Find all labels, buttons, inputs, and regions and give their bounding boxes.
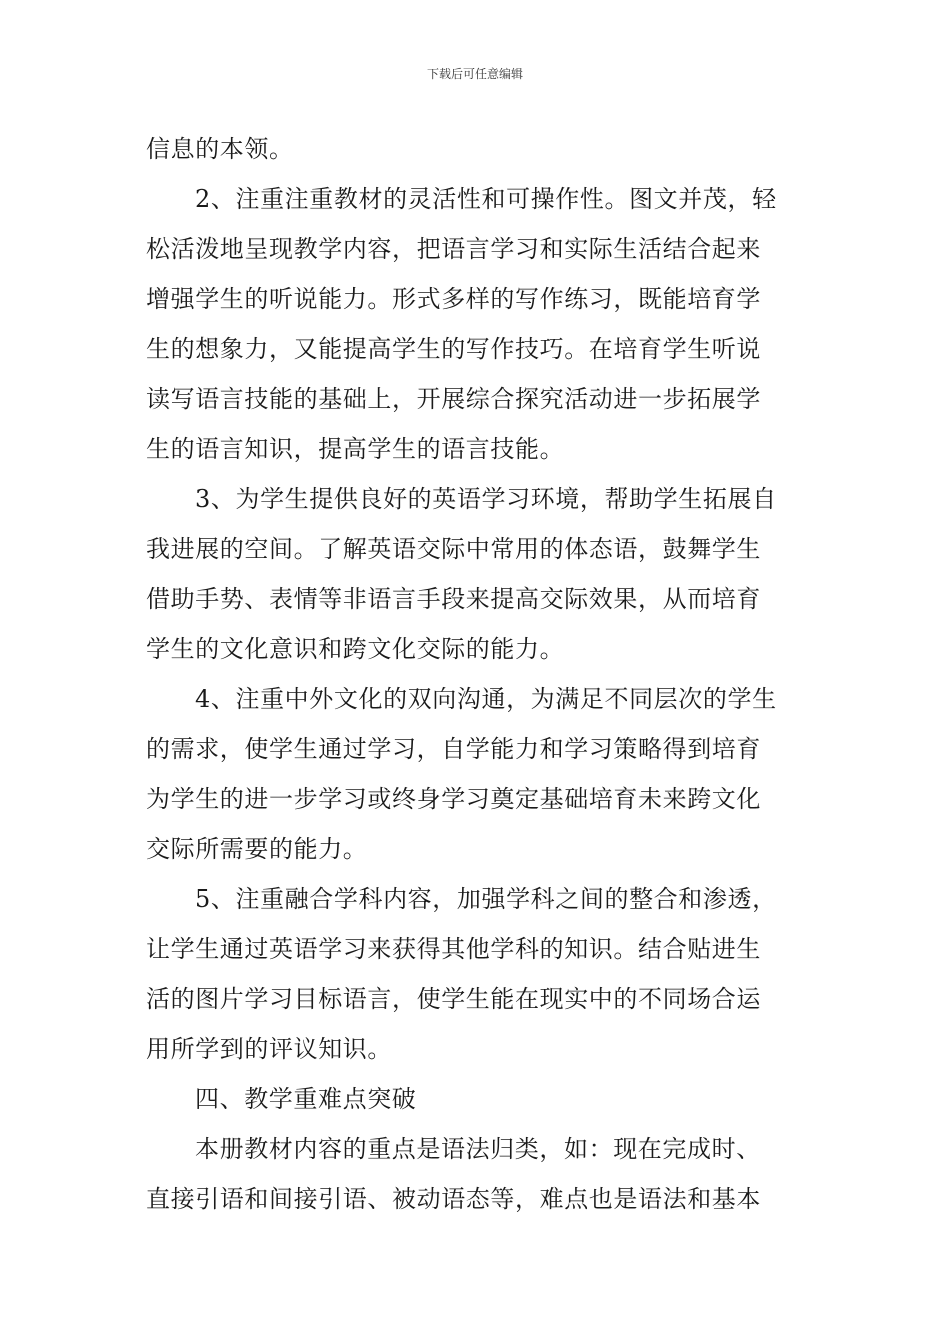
text-line: 4、注重中外文化的双向沟通，为满足不同层次的学生 xyxy=(195,685,777,713)
text-line: 生的想象力，又能提高学生的写作技巧。在培育学生听说 xyxy=(146,335,761,363)
text-line: 直接引语和间接引语、被动语态等，难点也是语法和基本 xyxy=(146,1185,761,1213)
text-line: 的需求，使学生通过学习，自学能力和学习策略得到培育 xyxy=(146,735,761,763)
page-header: 下载后可任意编辑 xyxy=(426,67,523,81)
text-line: 借助手势、表情等非语言手段来提高交际效果，从而培育 xyxy=(146,585,761,613)
text-line: 交际所需要的能力。 xyxy=(146,835,368,863)
text-line: 增强学生的听说能力。形式多样的写作练习，既能培育学 xyxy=(146,285,761,313)
text-line: 本册教材内容的重点是语法归类，如：现在完成时、 xyxy=(195,1135,761,1163)
text-line: 信息的本领。 xyxy=(146,135,294,163)
text-line: 用所学到的评议知识。 xyxy=(146,1035,392,1063)
text-line: 生的语言知识，提高学生的语言技能。 xyxy=(146,435,565,463)
text-line: 我进展的空间。了解英语交际中常用的体态语，鼓舞学生 xyxy=(146,535,761,563)
text-line: 活的图片学习目标语言，使学生能在现实中的不同场合运 xyxy=(146,985,761,1013)
text-line: 学生的文化意识和跨文化交际的能力。 xyxy=(146,635,565,663)
text-line: 2、注重注重教材的灵活性和可操作性。图文并茂，轻 xyxy=(195,185,777,213)
text-line: 5、注重融合学科内容，加强学科之间的整合和渗透， xyxy=(195,885,777,913)
document-body xyxy=(146,124,808,1224)
text-line: 3、为学生提供良好的英语学习环境，帮助学生拓展自 xyxy=(195,485,777,513)
text-line: 为学生的进一步学习或终身学习奠定基础培育未来跨文化 xyxy=(146,785,761,813)
text-line: 松活泼地呈现教学内容，把语言学习和实际生活结合起来 xyxy=(146,235,761,263)
text-line: 读写语言技能的基础上，开展综合探究活动进一步拓展学 xyxy=(146,385,761,413)
text-line: 让学生通过英语学习来获得其他学科的知识。结合贴进生 xyxy=(146,935,761,963)
text-line: 四、教学重难点突破 xyxy=(195,1085,417,1113)
